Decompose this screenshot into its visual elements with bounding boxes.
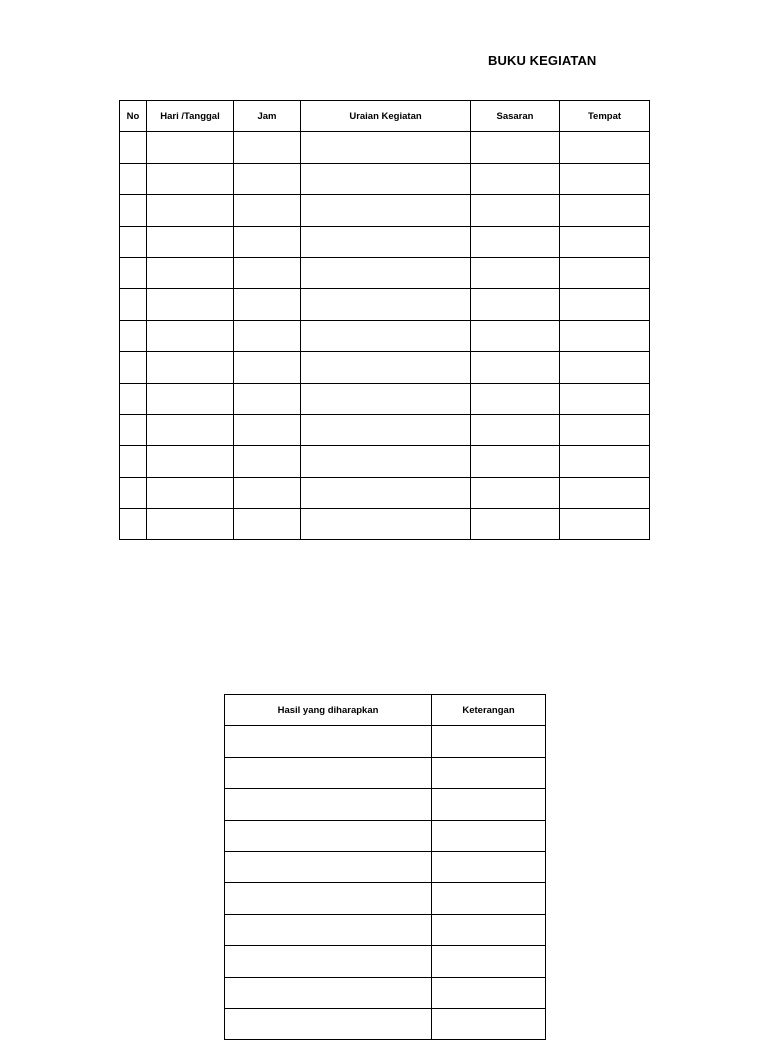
table-cell xyxy=(560,163,650,194)
table-cell xyxy=(301,289,471,320)
result-table-row xyxy=(225,977,546,1008)
table-cell xyxy=(471,446,560,477)
table-cell xyxy=(432,914,546,945)
activity-table-row xyxy=(120,414,650,445)
table-cell xyxy=(560,289,650,320)
table-cell xyxy=(432,883,546,914)
table-cell xyxy=(147,383,234,414)
activity-table-row xyxy=(120,477,650,508)
table-cell xyxy=(120,446,147,477)
table-cell xyxy=(301,257,471,288)
table-cell xyxy=(147,414,234,445)
result-table-row xyxy=(225,914,546,945)
table-cell xyxy=(120,320,147,351)
table-cell xyxy=(120,383,147,414)
table-cell xyxy=(225,820,432,851)
table-cell xyxy=(471,509,560,540)
result-table-row xyxy=(225,883,546,914)
table-cell xyxy=(432,851,546,882)
table-cell xyxy=(234,132,301,163)
activity-table-row xyxy=(120,163,650,194)
table-cell xyxy=(471,163,560,194)
table-cell xyxy=(560,383,650,414)
table-cell xyxy=(301,383,471,414)
activity-table-row xyxy=(120,195,650,226)
table-cell xyxy=(471,132,560,163)
table-cell xyxy=(301,132,471,163)
table-cell xyxy=(147,257,234,288)
activity-table-row xyxy=(120,509,650,540)
table-cell xyxy=(432,1008,546,1039)
table-cell xyxy=(225,977,432,1008)
result-table-row xyxy=(225,789,546,820)
table-cell xyxy=(225,851,432,882)
table-cell xyxy=(147,509,234,540)
table-cell xyxy=(120,132,147,163)
table-cell xyxy=(120,414,147,445)
table-cell xyxy=(301,195,471,226)
table-cell xyxy=(471,477,560,508)
table-cell xyxy=(234,289,301,320)
table-cell xyxy=(234,163,301,194)
header-uraian-kegiatan: Uraian Kegiatan xyxy=(301,101,471,132)
activity-table-row xyxy=(120,257,650,288)
table-cell xyxy=(225,789,432,820)
table-cell xyxy=(225,726,432,757)
header-hari-tanggal: Hari /Tanggal xyxy=(147,101,234,132)
table-cell xyxy=(225,757,432,788)
activity-table-row xyxy=(120,289,650,320)
result-table-header-row xyxy=(225,695,546,726)
table-cell xyxy=(234,257,301,288)
table-cell xyxy=(560,414,650,445)
table-cell xyxy=(432,726,546,757)
table-cell xyxy=(301,414,471,445)
table-cell xyxy=(147,132,234,163)
table-cell xyxy=(432,977,546,1008)
table-cell xyxy=(234,477,301,508)
table-cell xyxy=(560,195,650,226)
table-cell xyxy=(120,163,147,194)
table-cell xyxy=(234,320,301,351)
table-cell xyxy=(225,914,432,945)
table-cell xyxy=(120,289,147,320)
table-cell xyxy=(432,946,546,977)
header-tempat: Tempat xyxy=(560,101,650,132)
table-cell xyxy=(301,163,471,194)
table-cell xyxy=(120,226,147,257)
table-cell xyxy=(120,509,147,540)
table-cell xyxy=(225,883,432,914)
activity-table-row xyxy=(120,320,650,351)
table-cell xyxy=(301,352,471,383)
table-cell xyxy=(234,446,301,477)
table-cell xyxy=(471,320,560,351)
table-cell xyxy=(471,226,560,257)
activity-table xyxy=(119,100,650,540)
activity-table-row xyxy=(120,132,650,163)
table-cell xyxy=(147,289,234,320)
activity-table-row xyxy=(120,352,650,383)
result-table xyxy=(224,694,546,1040)
result-table-row xyxy=(225,757,546,788)
table-cell xyxy=(120,257,147,288)
table-cell xyxy=(301,320,471,351)
result-table-row xyxy=(225,851,546,882)
header-jam: Jam xyxy=(234,101,301,132)
result-table-row xyxy=(225,820,546,851)
result-table-row xyxy=(225,1008,546,1039)
table-cell xyxy=(147,352,234,383)
table-cell xyxy=(471,352,560,383)
table-cell xyxy=(432,757,546,788)
table-cell xyxy=(560,257,650,288)
table-cell xyxy=(301,226,471,257)
table-cell xyxy=(432,820,546,851)
table-cell xyxy=(560,352,650,383)
table-cell xyxy=(147,477,234,508)
table-cell xyxy=(560,226,650,257)
table-cell xyxy=(560,477,650,508)
table-cell xyxy=(471,383,560,414)
table-cell xyxy=(234,352,301,383)
table-cell xyxy=(301,509,471,540)
result-table-body xyxy=(225,726,546,1040)
table-cell xyxy=(147,446,234,477)
activity-table-row xyxy=(120,446,650,477)
table-cell xyxy=(234,414,301,445)
table-cell xyxy=(234,195,301,226)
table-cell xyxy=(301,477,471,508)
activity-table-row xyxy=(120,383,650,414)
table-cell xyxy=(471,257,560,288)
table-cell xyxy=(120,352,147,383)
header-keterangan: Keterangan xyxy=(432,695,546,726)
table-cell xyxy=(471,289,560,320)
activity-table-row xyxy=(120,226,650,257)
table-cell xyxy=(225,946,432,977)
table-cell xyxy=(471,414,560,445)
table-cell xyxy=(147,195,234,226)
table-cell xyxy=(301,446,471,477)
table-cell xyxy=(120,477,147,508)
table-cell xyxy=(120,195,147,226)
table-cell xyxy=(234,383,301,414)
header-sasaran: Sasaran xyxy=(471,101,560,132)
activity-table-header-row xyxy=(120,101,650,132)
table-cell xyxy=(432,789,546,820)
table-cell xyxy=(234,509,301,540)
header-hasil-yang-diharapkan: Hasil yang diharapkan xyxy=(225,695,432,726)
table-cell xyxy=(471,195,560,226)
result-table-row xyxy=(225,726,546,757)
table-cell xyxy=(560,446,650,477)
table-cell xyxy=(147,163,234,194)
table-cell xyxy=(225,1008,432,1039)
table-cell xyxy=(560,509,650,540)
activity-table-body xyxy=(120,132,650,540)
result-table-row xyxy=(225,946,546,977)
table-cell xyxy=(560,320,650,351)
table-cell xyxy=(234,226,301,257)
table-cell xyxy=(560,132,650,163)
table-cell xyxy=(147,320,234,351)
header-no: No xyxy=(120,101,147,132)
page-title: BUKU KEGIATAN xyxy=(488,53,597,68)
table-cell xyxy=(147,226,234,257)
